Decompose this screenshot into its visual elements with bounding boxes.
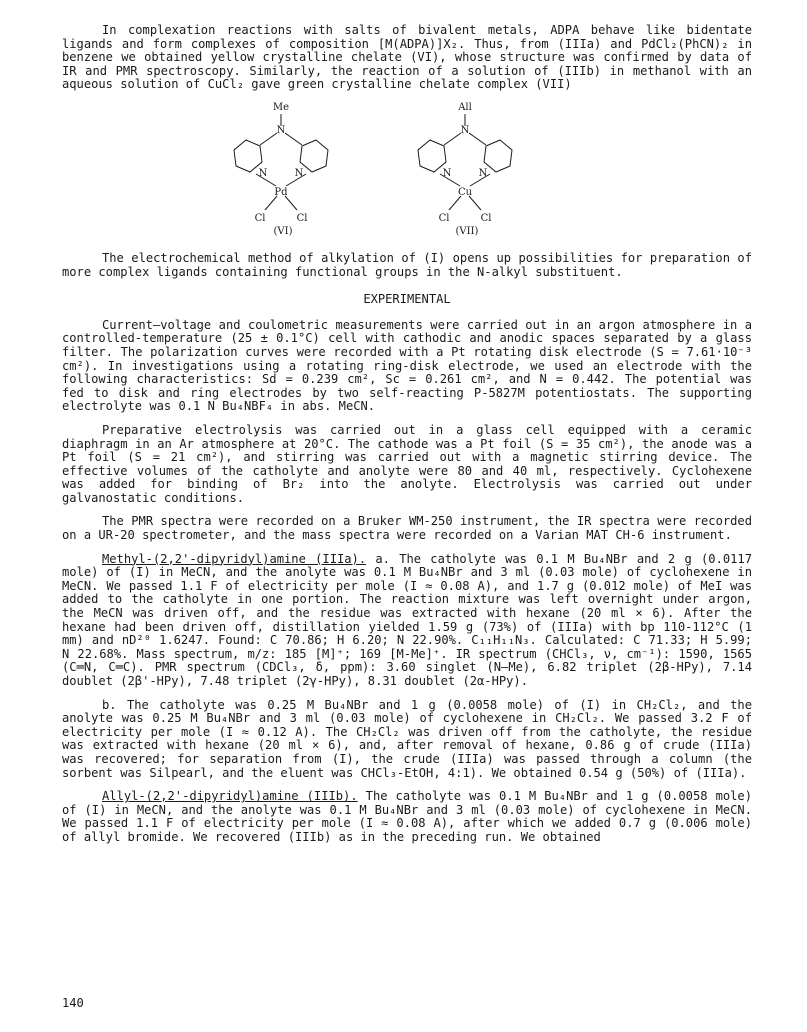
- paragraph-electrochemical-method: The electrochemical method of alkylation of (I) opens up possibilities for preparation of more complex ligands containing functional groups in the N-alkyl substituent.: [62, 250, 752, 279]
- vi-metal-center: Pd: [274, 186, 288, 198]
- iiib-text: The catholyte was 0.1 M Bu₄NBr and 1 g (0.0058 mole) of (I) in MeCN, and the anolyte was 0.1 M Bu₄NBr and 3 ml (0.03 mole) of cyclohexene in MeCN. We passed 1.1 F of electricity per mole (I ≈ 0.08 A), after which we added 0.7 g (0.006 mole) of allyl bromide. We recovered (IIIb) as in the preceding run. We obtained: [62, 789, 752, 844]
- paragraph-iiia-method-b: b. The catholyte was 0.25 M Bu₄NBr and 1 g (0.0058 mole) of (I) in CH₂Cl₂, and the anolyte was 0.25 M Bu₄NBr and 3 ml (0.03 mole) of cyclohexene in CH₂Cl₂. We passed 3.2 F of electricity per mole (I ≈ 0.12 A). The CH₂Cl₂ was driven off from the catholyte, the residue was extracted with hexane (20 ml × 6), and, after removal of hexane, 0.86 g of crude (IIIa) was recovered; for separation from (I), the crude (IIIa) was passed through a column (the sorbent was Silpearl, and the eluent was CHCl₃-EtOH, 4:1). We obtained 0.54 g (50%) of (IIIa).: [62, 697, 752, 780]
- vii-right-pyridine-nitrogen: N: [478, 167, 488, 179]
- chelate-structures-figure: [62, 100, 752, 242]
- vi-substituent: Me: [272, 101, 290, 113]
- vi-right-pyridine-nitrogen: N: [294, 167, 304, 179]
- paragraph-current-voltage: Current—voltage and coulometric measurements were carried out in an argon atmosphere in a controlled-temperature (25 ± 0.1°C) cell with cathodic and anodic spaces separated by a glass filter. The polarization curves were recorded with a Pt rotating disk electrode (S = 7.61·10⁻³ cm²). In investigations using a rotating ring-disk electrode, we used an electrode with the following characteristics: Sd = 0.239 cm², Sc = 0.261 cm², and N = 0.442. The potential was fed to disk and ring electrodes by two self-reacting P-5827M potentiostats. The supporting electrolyte was 0.1 N Bu₄NBF₄ in abs. MeCN.: [62, 317, 752, 414]
- vii-amine-nitrogen: N: [460, 124, 470, 136]
- vi-chloride-right: Cl: [296, 212, 308, 224]
- page-body: [62, 24, 752, 845]
- iiia-method-a-text: a. The catholyte was 0.1 M Bu₄NBr and 2 g (0.0117 mole) of (I) in MeCN, and the anolyte was 0.1 M Bu₄NBr and 3 ml (0.03 mole) of cyclohexene in MeCN. We passed 1.1 F of electricity per mole (I ≈ 0.08 A), and 1.7 g (0.012 mole) of MeI was added to the catholyte in one portion. The reaction mixture was left overnight under argon, the MeCN was driven off, and the residue was extracted with hexane (20 ml × 6). After the hexane had been driven off, distillation yielded 1.59 g (73%) of (IIIa) with bp 110-112°C (1 mm) and nD²⁰ 1.6247. Found: C 70.86; H 6.20; N 22.90%. C₁₁H₁₁N₃. Calculated: C 71.33; H 5.99; N 22.68%. Mass spectrum, m/z: 185 [M]⁺; 169 [M-Me]⁺. IR spectrum (CHCl₃, ν, cm⁻¹): 1590, 1565 (C═N, C═C). PMR spectrum (CDCl₃, δ, ppm): 3.60 singlet (N—Me), 6.82 triplet (2β-HPy), 7.14 doublet (2β'-HPy), 7.48 triplet (2γ-HPy), 8.31 doublet (2α-HPy).: [62, 551, 752, 688]
- page-number: 140: [62, 996, 84, 1010]
- paragraph-preparative-electrolysis: Preparative electrolysis was carried out in a glass cell equipped with a ceramic diaphragm in an Ar atmosphere at 20°C. The cathode was a Pt foil (S = 35 cm²), the anode was a Pt foil (S = 21 cm²), and stirring was carried out with a magnetic stirring device. The effective volumes of the catholyte and anolyte were 80 and 40 ml, respectively. Cyclohexene was added for binding of Br₂ into the anolyte. Electrolysis was carried out under galvanostatic conditions.: [62, 422, 752, 505]
- vii-compound-label: (VII): [455, 225, 479, 237]
- vii-left-pyridine-nitrogen: N: [442, 167, 452, 179]
- section-title-experimental: EXPERIMENTAL: [363, 292, 451, 307]
- iiib-heading: Allyl-(2,2'-dipyridyl)amine (IIIb).: [102, 789, 358, 804]
- vii-chloride-left: Cl: [438, 212, 450, 224]
- vii-substituent: All: [458, 101, 472, 113]
- vi-compound-label: (VI): [273, 225, 293, 237]
- vi-left-pyridine-nitrogen: N: [258, 167, 268, 179]
- paragraph-intro: In complexation reactions with salts of bivalent metals, ADPA behave like bidentate ligands and form complexes of composition [M(ADPA)]X₂. Thus, from (IIIa) and PdCl₂(PhCN)₂ in benzene we obtained yellow crystalline chelate (VI), whose structure was confirmed by data of IR and PMR spectroscopy. Similarly, the reaction of a solution of (IIIb) in methanol with an aqueous solution of CuCl₂ gave green crystalline chelate complex (VII): [62, 23, 752, 92]
- vi-amine-nitrogen: N: [276, 124, 286, 136]
- vi-chloride-left: Cl: [254, 212, 266, 224]
- paragraph-iiia-method-a: [62, 553, 752, 689]
- vii-metal-center: Cu: [457, 186, 473, 198]
- paragraph-spectra-instruments: The PMR spectra were recorded on a Bruker WM-250 instrument, the IR spectra were recorded on a UR-20 spectrometer, and the mass spectra were recorded on a Varian MAT CH-6 instrument.: [62, 514, 752, 543]
- chelate-structures-svg: [62, 100, 752, 242]
- iiia-heading: Methyl-(2,2'-dipyridyl)amine (IIIa).: [102, 551, 367, 566]
- vii-chloride-right: Cl: [480, 212, 492, 224]
- paragraph-iiib: [62, 790, 752, 844]
